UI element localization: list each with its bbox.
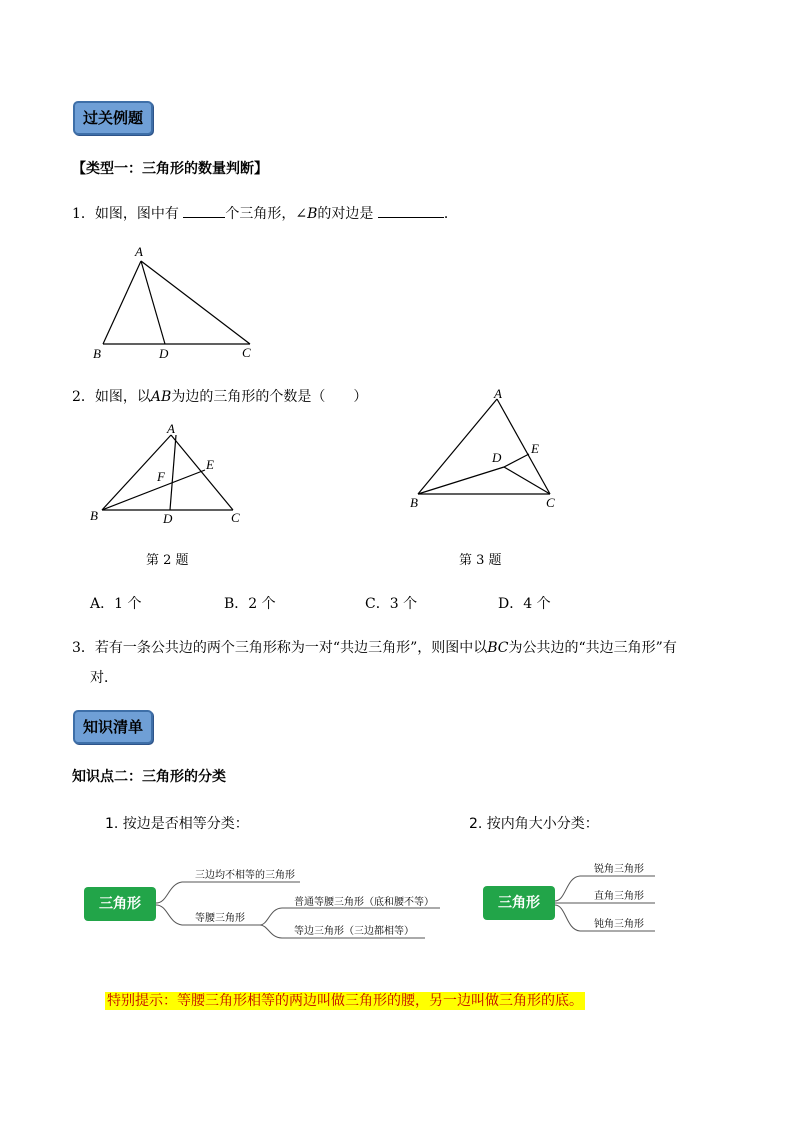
point-label-b: B [90,508,98,523]
option-c[interactable]: C．3 个 [365,596,418,612]
special-tip [105,990,585,1010]
classify-by-side-heading: 1. 按边是否相等分类： [105,816,249,832]
type1-heading: 【类型一：三角形的数量判断】 [72,161,268,177]
tree2-right: 直角三角形 [594,891,644,902]
point-label-f: F [157,469,165,484]
point-label-a: A [135,244,143,259]
point-label-c: C [231,510,240,525]
option-b[interactable]: B．2 个 [224,596,276,612]
tree1-branch-scalene: 三边均不相等的三角形 [195,870,295,881]
option-a[interactable]: A．1 个 [90,596,142,612]
point-label-a: A [167,421,175,436]
question-number: 3． [72,640,95,656]
question-text: 个三角形，∠ [225,206,308,222]
segment-name: AB [150,389,172,405]
classify-by-angle-heading: 2. 按内角大小分类： [469,816,599,832]
section-badge-label: 知识清单 [83,718,144,736]
point-label-d: D [163,511,173,526]
tree1-leaf-general: 普通等腰三角形（底和腰不等） [294,897,434,908]
point-label-a: A [494,386,502,401]
question-text: 为公共边的“共边三角形”有 [508,640,677,656]
tree1-leaf-equilateral: 等边三角形（三边都相等） [294,926,414,937]
segment-name: BC [487,640,509,656]
special-tip-text: 特别提示：等腰三角形相等的两边叫做三角形的腰，另一边叫做三角形的底。 [107,993,583,1009]
tree2-obtuse: 钝角三角形 [594,919,644,930]
question-text: 为边的三角形的个数是（ ） [171,389,368,405]
point-label-c: C [546,495,555,510]
point-label-e: E [206,457,214,472]
tree1-branch-isosceles: 等腰三角形 [195,913,245,924]
option-d[interactable]: D．4 个 [498,596,551,612]
point-label-e: E [531,441,539,456]
question-3-line2: 对． [90,670,118,686]
tree2-root-label: 三角形 [498,895,540,911]
point-label-b: B [93,346,101,361]
angle-letter: B [307,206,318,222]
tree2-acute: 锐角三角形 [594,864,644,875]
tree1-root-label: 三角形 [99,896,141,912]
question-text: 如图，图中有 [94,206,179,222]
figure-caption-2: 第 2 题 [146,553,189,568]
point-label-d: D [159,346,169,361]
point-label-b: B [410,495,418,510]
knowledge-point-heading: 知识点二：三角形的分类 [72,769,226,785]
question-number: 1． [72,206,95,222]
question-text: 如图，以 [94,389,151,405]
figure-caption-3: 第 3 题 [459,553,502,568]
question-end: ． [443,206,458,222]
section-badge-label: 过关例题 [83,109,144,127]
question-text: 若有一条公共边的两个三角形称为一对“共边三角形”，则图中以 [94,640,488,656]
point-label-c: C [242,345,251,360]
point-label-d: D [492,450,502,465]
question-number: 2． [72,389,95,405]
question-text: 的对边是 [317,206,374,222]
